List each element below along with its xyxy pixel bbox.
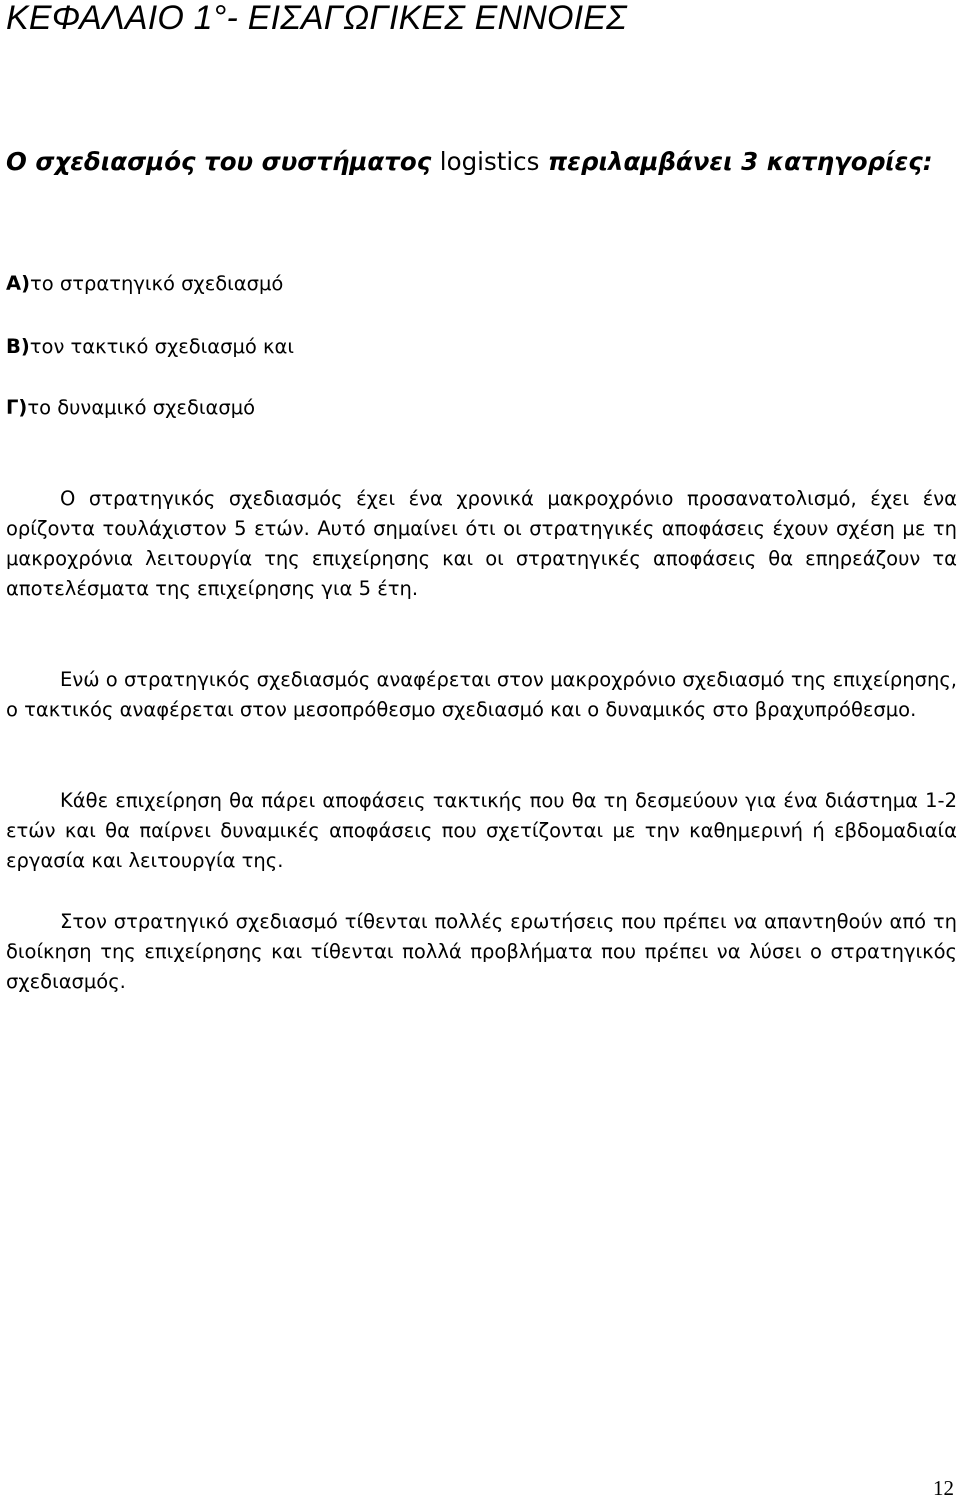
section-heading-part1: Ο σχεδιασμός του συστήματος [6,147,440,176]
category-text: το στρατηγικό σχεδιασμό [30,272,284,295]
category-item-b [6,332,294,362]
category-marker: Γ) [6,396,28,419]
page-number: 12 [933,1476,954,1500]
category-item-a [6,269,283,299]
paragraph-strategic-questions: Στον στρατηγικό σχεδιασμό τίθενται πολλές ερωτήσεις που πρέπει να απαντηθούν από τη διοίκηση της επιχείρησης και τίθενται πολλά προβλήματα που πρέπει να λύσει ο στρατηγικός σχεδιασμός. [6,910,957,993]
category-item-c [6,393,255,423]
category-text: τον τακτικό σχεδιασμό και [29,335,294,358]
paragraph-planning-horizons: Ενώ ο στρατηγικός σχεδιασμός αναφέρεται στον μακροχρόνιο σχεδιασμό της επιχείρησης, ο τακτικός αναφέρεται στον μεσοπρόθεσμο σχεδιασμό και ο δυναμικός στο βραχυπρόθεσμο. [6,668,957,721]
section-heading-logistics: logistics [439,147,540,176]
paragraph-tactical-decisions: Κάθε επιχείρηση θα πάρει αποφάσεις τακτικής που θα τη δεσμεύουν για ένα διάστημα 1-2 ετών και θα παίρνει δυναμικές αποφάσεις που σχετίζονται με την καθημερινή ή εβδομαδιαία εργασία και λειτουργία της. [6,789,957,872]
category-marker: Β) [6,335,30,358]
section-heading-part3: περιλαμβάνει 3 κατηγορίες: [539,147,933,176]
category-text: το δυναμικό σχεδιασμό [27,396,256,419]
category-marker: Α) [6,272,31,295]
paragraph-strategic-planning: Ο στρατηγικός σχεδιασμός έχει ένα χρονικά μακροχρόνιο προσανατολισμό, έχει ένα ορίζοντα τουλάχιστον 5 ετών. Αυτό σημαίνει ότι οι στρατηγικές αποφάσεις έχουν σχέση με τη μακροχρόνια λειτουργία της επιχείρησης και οι στρατηγικές αποφάσεις θα επηρεάζουν τα αποτελέσματα της επιχείρησης για 5 έτη. [6,487,957,600]
chapter-heading: ΚΕΦΑΛΑΙΟ 1°- ΕΙΣΑΓΩΓΙΚΕΣ ΕΝΝΟΙΕΣ [6,0,627,37]
section-heading [6,145,954,179]
